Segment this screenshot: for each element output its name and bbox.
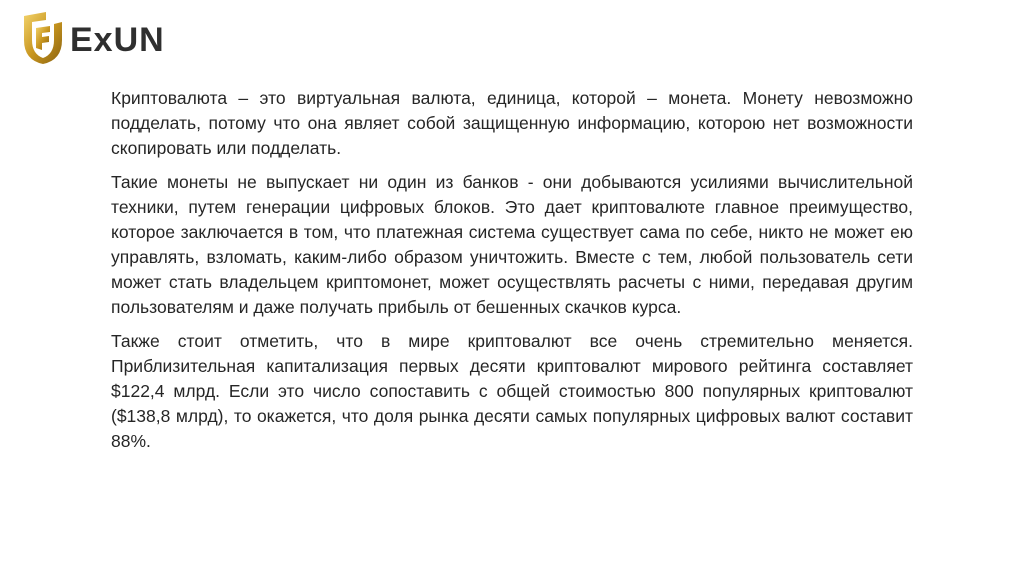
paragraph-3: Также стоит отметить, что в мире криптовалют все очень стремительно меняется. Приблизительная капитализация первых десяти криптовалют мирового рейтинга составляет $122,4 млрд. Если это число сопоставить с общей стоимостью 800 популярных криптовалют ($138,8 млрд), то окажется, что доля рынка десяти самых популярных цифровых валют составит 88%. bbox=[111, 331, 913, 451]
main-content bbox=[111, 86, 913, 463]
paragraph-2: Такие монеты не выпускает ни один из банков - они добываются усилиями вычислительной техники, путем генерации цифровых блоков. Это дает криптовалюте главное преимущество, которое заключается в том, что платежная система существует сама по себе, никто не может ею управлять, взломать, каким-либо образом уничтожить. Вместе с тем, любой пользователь сети может стать владельцем криптомонет, может осуществлять расчеты с ними, передавая другим пользователям и даже получать прибыль от бешенных скачков курса. bbox=[111, 172, 913, 317]
logo bbox=[20, 8, 165, 68]
logo-text: ExUN bbox=[70, 21, 165, 59]
paragraph-1: Криптовалюта – это виртуальная валюта, единица, которой – монета. Монету невозможно подделать, потому что она являет собой защищенную информацию, которою нет возможности скопировать или подделать. bbox=[111, 88, 913, 158]
exun-shield-logo-icon bbox=[20, 10, 66, 66]
